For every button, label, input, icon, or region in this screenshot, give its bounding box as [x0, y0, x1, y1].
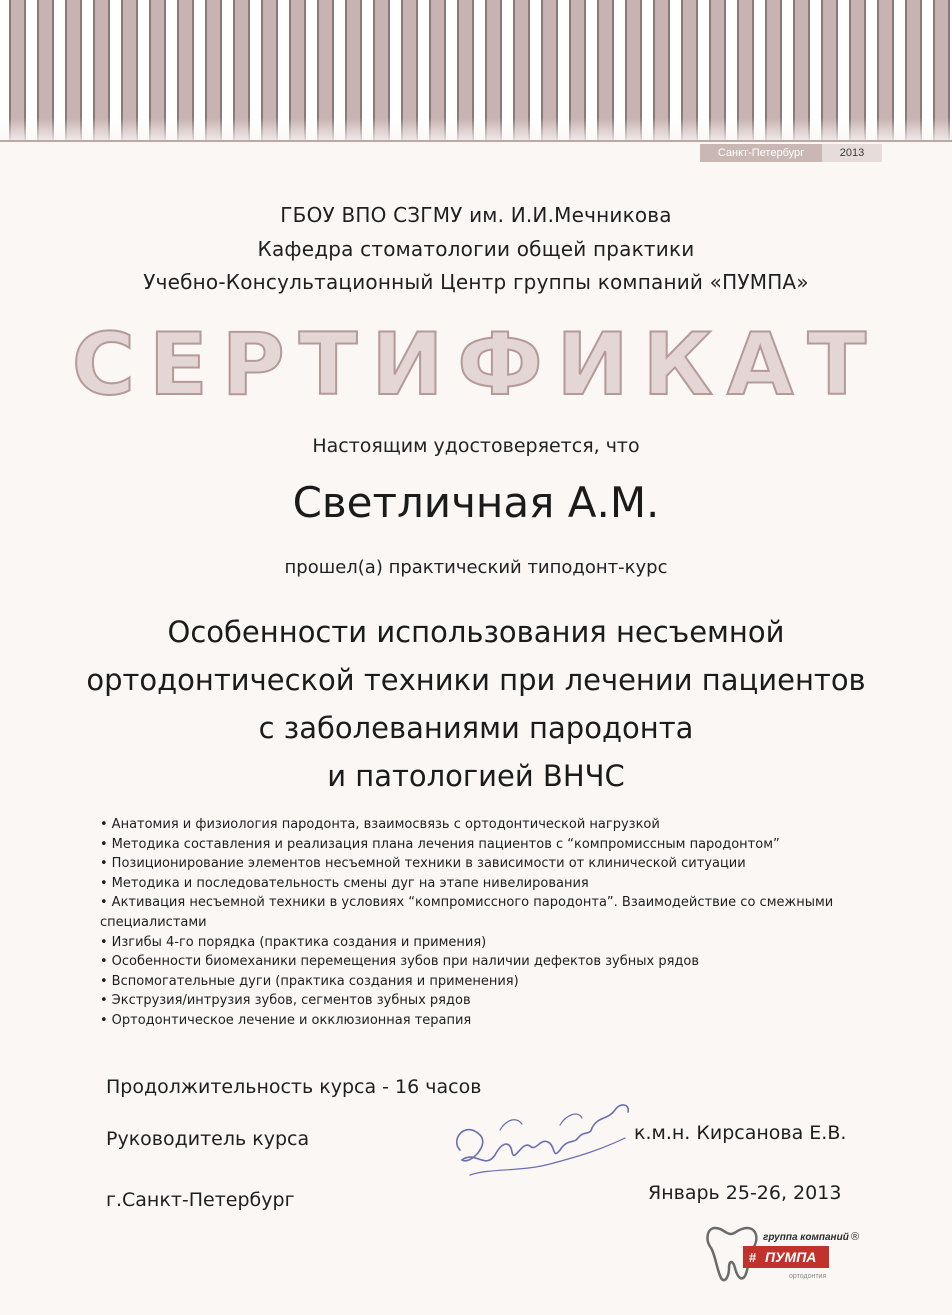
course-title-line: и патологией ВНЧС — [327, 759, 625, 793]
topic-item — [100, 972, 860, 992]
course-title-line: с заболеваниями пародонта — [258, 711, 694, 745]
logo-tagline: ортодонтия — [789, 1273, 827, 1280]
course-duration: Продолжительность курса - 16 часов — [106, 1076, 482, 1098]
certificate-title: СЕРТИФИКАТ — [71, 315, 881, 415]
institution-name: ГБОУ ВПО СЗГМУ им. И.И.Мечникова — [280, 203, 672, 227]
bullet-icon: • — [100, 817, 108, 832]
topic-text: Экструзия/интрузия зубов, сегментов зубных рядов — [111, 993, 471, 1009]
issue-city: г.Санкт-Петербург — [106, 1189, 295, 1211]
corner-year-label: 2013 — [822, 144, 882, 162]
topic-item — [100, 991, 860, 1011]
topic-item — [100, 874, 860, 894]
topic-text: Особенности биомеханики перемещения зубов при наличии дефектов зубных рядов — [111, 954, 700, 970]
course-title-line: Особенности использования несъемной — [167, 615, 785, 649]
course-leader-name: к.м.н. Кирсанова Е.В. — [634, 1122, 847, 1144]
certification-intro: Настоящим удостоверяется, что — [312, 435, 640, 457]
course-leader-label: Руководитель курса — [106, 1128, 310, 1150]
bullet-icon: • — [100, 856, 108, 872]
topic-text: Изгибы 4-го порядка (практика создания и примения) — [111, 934, 487, 950]
logo-caption: группа компаний — [763, 1232, 849, 1243]
signature-image — [440, 1080, 640, 1190]
bullet-icon: • — [100, 836, 108, 852]
topic-item — [100, 952, 860, 972]
topic-text: Активация несъемной техники в условиях “компромиссного пародонта”. Взаимодействие со смежными специалистами — [100, 895, 834, 930]
bullet-icon: • — [100, 1012, 108, 1028]
pumpa-logo — [705, 1218, 880, 1298]
stripe-fade — [0, 118, 952, 142]
topic-text: Ортодонтическое лечение и окклюзионная терапия — [111, 1012, 472, 1028]
topic-text: Методика и последовательность смены дуг на этапе нивелирования — [111, 875, 589, 891]
topic-item — [100, 1011, 860, 1031]
bullet-icon: • — [100, 875, 108, 891]
registered-icon: ® — [851, 1231, 860, 1243]
topic-text: Позиционирование элементов несъемной техники в зависимости от клинической ситуации — [111, 856, 746, 872]
topic-text: Вспомогательные дуги (практика создания и применения) — [111, 973, 519, 989]
course-passed-text: прошел(а) практический типодонт-курс — [284, 557, 668, 578]
training-center-name: Учебно-Консультационный Центр группы компаний «ПУМПА» — [143, 270, 809, 294]
department-name: Кафедра стоматологии общей практики — [257, 237, 695, 261]
recipient-name: Светличная А.М. — [292, 478, 660, 527]
corner-city-label: Санкт-Петербург — [700, 144, 822, 162]
svg-text:#: # — [749, 1250, 757, 1265]
topic-text: Методика составления и реализация плана лечения пациентов с “компромиссным пародонтом” — [111, 836, 780, 852]
stripe-divider — [0, 140, 952, 142]
bullet-icon: • — [100, 954, 108, 970]
course-title-line: ортодонтической техники при лечении пациентов — [86, 663, 866, 697]
topic-text: Анатомия и физиология пародонта, взаимосвязь с ортодонтической нагрузкой — [111, 817, 660, 832]
course-date: Январь 25-26, 2013 — [648, 1182, 842, 1204]
topic-item — [100, 854, 860, 874]
topic-item — [100, 893, 860, 932]
bullet-icon: • — [100, 993, 108, 1009]
topic-item — [100, 835, 860, 855]
bullet-icon: • — [100, 973, 108, 989]
bullet-icon: • — [100, 895, 108, 911]
bullet-icon: • — [100, 934, 108, 950]
topic-item — [100, 815, 860, 835]
course-title — [20, 608, 932, 800]
course-topics-list — [100, 815, 860, 1031]
topic-item — [100, 933, 860, 953]
logo-name: ПУМПА — [765, 1249, 817, 1265]
